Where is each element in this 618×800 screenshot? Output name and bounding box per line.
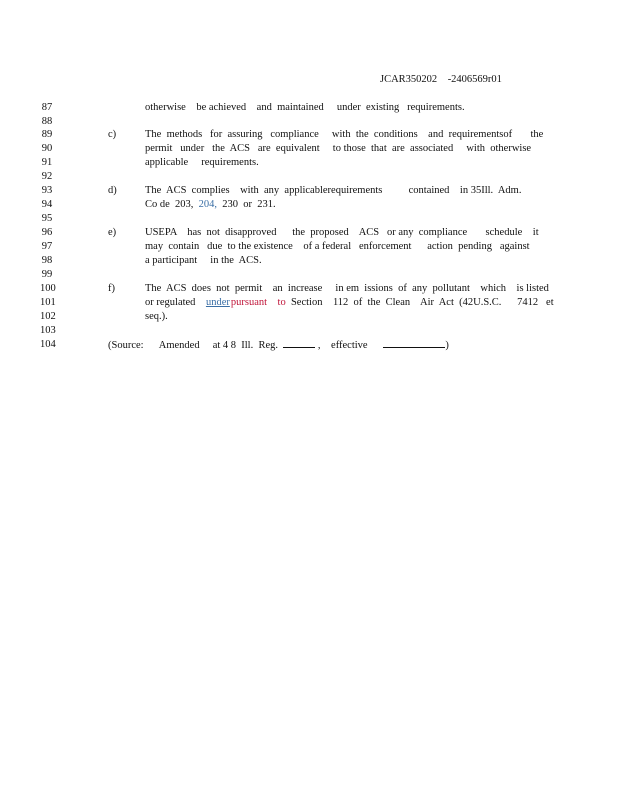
line-number: 91 <box>41 157 53 168</box>
paragraph-text: a participant in the ACS. <box>145 255 262 266</box>
line-number: 103 <box>40 325 56 336</box>
line-89 <box>0 128 618 142</box>
line-number: 96 <box>41 227 53 238</box>
line-number: 100 <box>40 283 56 294</box>
subsection-marker-c: c) <box>108 129 117 140</box>
deleted-text: pursuant <box>230 297 268 308</box>
line-102 <box>0 310 618 324</box>
line-99 <box>0 268 618 282</box>
line-number: 89 <box>41 129 53 140</box>
line-number: 99 <box>41 269 53 280</box>
effective-label: effective <box>331 340 368 351</box>
source-label: (Source: <box>108 340 144 351</box>
paragraph-text: seq.). <box>145 311 168 322</box>
line-104 <box>0 338 618 352</box>
source-text: Amended at 4 8 Ill. Reg. <box>158 340 279 351</box>
subsection-marker-f: f) <box>108 283 115 294</box>
line-97 <box>0 240 618 254</box>
line-number: 92 <box>41 171 53 182</box>
text-run: Section 112 of the Clean Air Act (42U.S.C. 7412 et <box>290 297 554 308</box>
line-number: 101 <box>40 297 56 308</box>
inserted-text: 204, <box>198 199 218 210</box>
inserted-text: under <box>205 297 230 308</box>
doc-revision: -2406569r01 <box>447 74 502 85</box>
doc-id: JCAR350202 <box>380 74 438 85</box>
line-93 <box>0 184 618 198</box>
line-87 <box>0 101 618 115</box>
line-103 <box>0 324 618 338</box>
line-92 <box>0 170 618 184</box>
line-number: 88 <box>41 116 53 127</box>
paragraph-text: applicable requirements. <box>145 157 259 168</box>
line-number: 95 <box>41 213 53 224</box>
line-101 <box>0 296 618 310</box>
line-90 <box>0 142 618 156</box>
paragraph-text: USEPA has not disapproved the proposed ACS or any compliance schedule it <box>145 227 539 238</box>
subsection-marker-e: e) <box>108 227 117 238</box>
line-number: 104 <box>40 339 56 350</box>
source-note: (Source: Amended at 4 8 Ill. Reg. , effective ) <box>108 340 449 351</box>
line-88 <box>0 115 618 129</box>
source-close: ) <box>445 340 449 351</box>
paragraph-text: permit under the ACS are equivalent to those that are associated with otherwise <box>145 143 532 154</box>
paragraph-text: The ACS does not permit an increase in em issions of any pollutant which is listed <box>145 283 549 294</box>
line-number: 93 <box>41 185 53 196</box>
line-number: 87 <box>41 102 53 113</box>
line-94 <box>0 198 618 212</box>
paragraph-text: may contain due to the existence of a federal enforcement action pending against <box>145 241 530 252</box>
text-run: or regulated <box>145 297 196 308</box>
line-number: 98 <box>41 255 53 266</box>
line-number: 97 <box>41 241 53 252</box>
line-number: 102 <box>40 311 56 322</box>
text-run: Co de 203, <box>145 199 194 210</box>
paragraph-text: otherwise be achieved and maintained under existing requirements. <box>145 102 465 113</box>
paragraph-text <box>145 296 554 310</box>
line-95 <box>0 212 618 226</box>
document-header <box>380 74 502 85</box>
line-96 <box>0 226 618 240</box>
paragraph-text <box>145 198 276 212</box>
line-number: 90 <box>41 143 53 154</box>
line-number: 94 <box>41 199 53 210</box>
blank-line <box>283 338 315 348</box>
paragraph-text: The ACS complies with any applicablerequirements contained in 35Ill. Adm. <box>145 185 522 196</box>
line-98 <box>0 254 618 268</box>
line-91 <box>0 156 618 170</box>
paragraph-text: The methods for assuring compliance with the conditions and requirementsof the <box>145 129 544 140</box>
text-run: 230 or 231. <box>222 199 276 210</box>
blank-line <box>383 338 445 348</box>
subsection-marker-d: d) <box>108 185 117 196</box>
deleted-text: to <box>277 297 286 308</box>
line-100 <box>0 282 618 296</box>
